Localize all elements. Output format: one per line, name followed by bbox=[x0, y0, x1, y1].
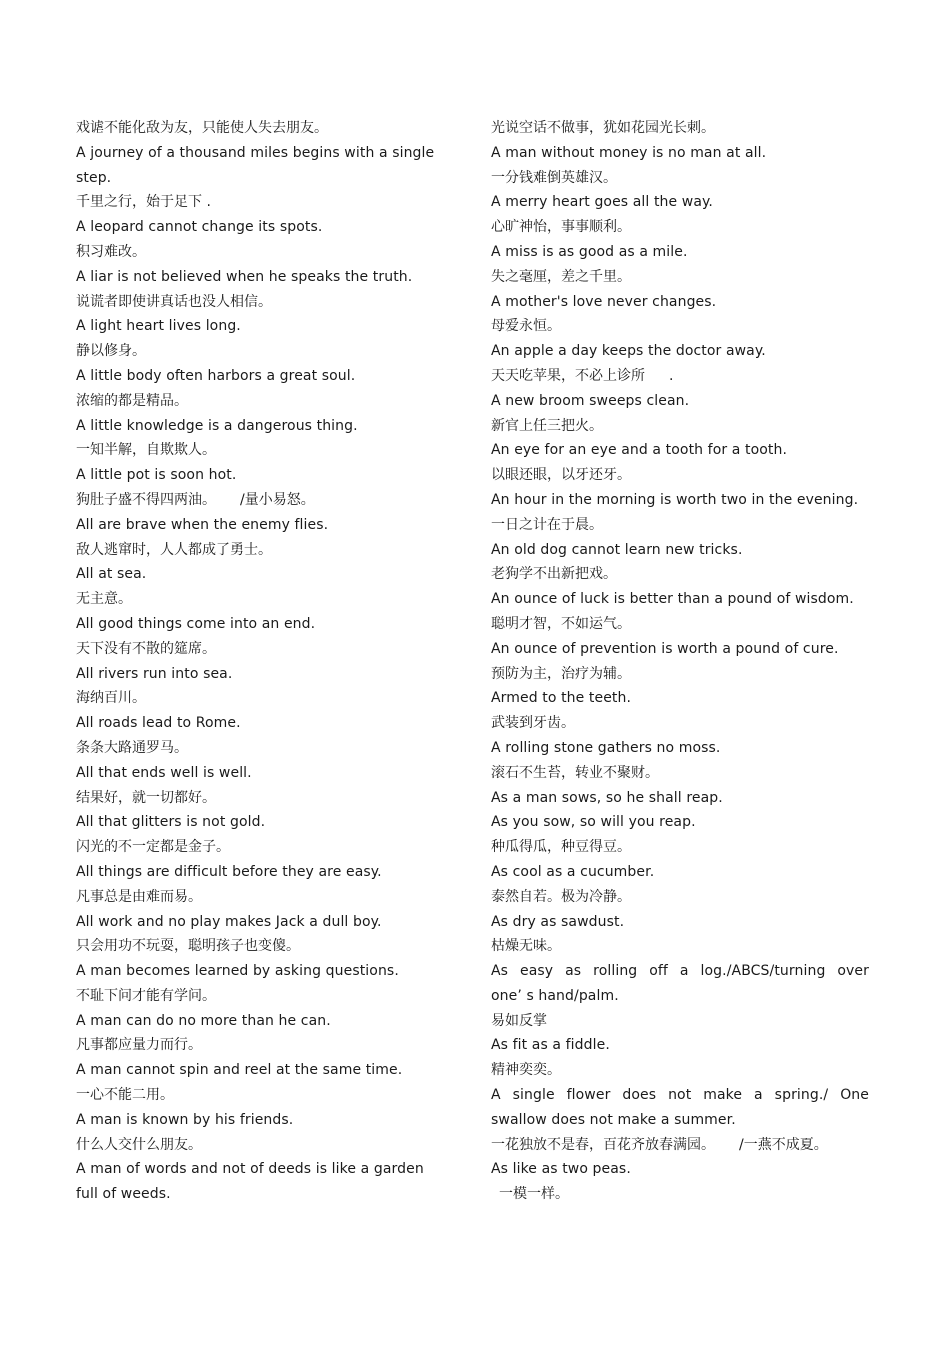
line-text: An hour in the morning is worth two in the evening. bbox=[491, 491, 859, 508]
line-text: 预防为主，治疗为辅。 bbox=[491, 665, 631, 682]
line-text: one’ s hand/palm. bbox=[491, 987, 619, 1004]
proverb-english-line bbox=[76, 1157, 424, 1182]
line-text: 种瓜得瓜，种豆得豆。 bbox=[491, 839, 631, 856]
proverb-english-line bbox=[491, 860, 869, 885]
proverb-english-line bbox=[76, 1009, 421, 1034]
proverb-english-line bbox=[76, 513, 421, 538]
proverb-english-line bbox=[491, 984, 869, 1009]
proverb-chinese-line bbox=[491, 1133, 869, 1158]
proverb-english-line bbox=[76, 562, 421, 587]
line-text: 什么人交什么朋友。 bbox=[76, 1136, 202, 1153]
line-text: 不耻下问才能有学问。 bbox=[76, 987, 216, 1004]
line-text: As cool as a cucumber. bbox=[491, 863, 655, 880]
line-text: 海纳百川。 bbox=[76, 690, 146, 707]
line-text: A light heart lives long. bbox=[76, 318, 241, 335]
line-text: A little knowledge is a dangerous thing. bbox=[76, 417, 358, 434]
line-text: As you sow, so will you reap. bbox=[491, 814, 696, 831]
proverb-english-line bbox=[76, 761, 421, 786]
proverb-chinese-line bbox=[76, 116, 421, 141]
line-text: A man becomes learned by asking questions. bbox=[76, 963, 399, 980]
line-text: All things are difficult before they are easy. bbox=[76, 863, 382, 880]
proverb-chinese-line bbox=[491, 885, 869, 910]
line-text: A man without money is no man at all. bbox=[491, 144, 767, 161]
line-text: An apple a day keeps the doctor away. bbox=[491, 343, 766, 360]
line-text: An ounce of prevention is worth a pound of cure. bbox=[491, 640, 839, 657]
proverb-chinese-line bbox=[76, 389, 421, 414]
line-text: 凡事都应量力而行。 bbox=[76, 1037, 202, 1054]
line-text: A new broom sweeps clean. bbox=[491, 392, 690, 409]
line-text: All are brave when the enemy flies. bbox=[76, 516, 329, 533]
proverb-english-line bbox=[76, 166, 421, 191]
proverb-english-line bbox=[76, 810, 421, 835]
proverb-chinese-line bbox=[491, 364, 869, 389]
line-text: 一心不能二用。 bbox=[76, 1087, 174, 1104]
line-text-continuation: /量小易怒。 bbox=[240, 491, 315, 508]
proverb-chinese-line bbox=[491, 761, 869, 786]
proverb-chinese-line bbox=[491, 513, 869, 538]
line-text: 敌人逃窜时，人人都成了勇士。 bbox=[76, 541, 272, 558]
line-text-continuation: . bbox=[669, 367, 674, 384]
line-text: 聪明才智，不如运气。 bbox=[491, 615, 631, 632]
line-text: All rivers run into sea. bbox=[76, 665, 233, 682]
proverb-chinese-line bbox=[491, 116, 869, 141]
line-text: 天天吃苹果，不必上诊所 bbox=[491, 367, 645, 384]
proverb-english-line bbox=[491, 786, 869, 811]
line-text: 一模一样。 bbox=[499, 1186, 569, 1203]
line-text: 狗肚子盛不得四两油。 bbox=[76, 491, 216, 508]
line-text: 积习难改。 bbox=[76, 243, 146, 260]
line-text: A miss is as good as a mile. bbox=[491, 243, 688, 260]
proverb-english-line bbox=[491, 910, 869, 935]
line-text: All work and no play makes Jack a dull boy. bbox=[76, 913, 382, 930]
proverb-chinese-line bbox=[76, 1083, 421, 1108]
proverb-english-line bbox=[491, 1083, 869, 1108]
proverb-english-line bbox=[76, 711, 421, 736]
proverb-english-line bbox=[76, 910, 421, 935]
proverb-english-line bbox=[76, 314, 421, 339]
line-text: An old dog cannot learn new tricks. bbox=[491, 541, 743, 558]
proverb-chinese-line bbox=[76, 587, 421, 612]
line-text: A man is known by his friends. bbox=[76, 1111, 294, 1128]
proverb-chinese-line bbox=[76, 835, 421, 860]
right-column bbox=[491, 116, 869, 1207]
proverb-english-line bbox=[491, 488, 869, 513]
proverb-english-line bbox=[76, 265, 421, 290]
proverb-english-line bbox=[491, 389, 869, 414]
proverb-english-line bbox=[76, 662, 421, 687]
line-text: 一知半解，自欺欺人。 bbox=[76, 442, 216, 459]
proverb-chinese-line bbox=[76, 736, 421, 761]
line-text: All that ends well is well. bbox=[76, 764, 252, 781]
proverb-chinese-line bbox=[76, 1033, 421, 1058]
line-text: 只会用功不玩耍，聪明孩子也变傻。 bbox=[76, 938, 300, 955]
line-text: 枯燥无味。 bbox=[491, 938, 561, 955]
proverb-chinese-line bbox=[76, 438, 421, 463]
line-text: A mother's love never changes. bbox=[491, 293, 717, 310]
line-text: 戏谑不能化敌为友，只能使人失去朋友。 bbox=[76, 120, 328, 136]
proverb-chinese-line bbox=[491, 166, 869, 191]
proverb-english-line bbox=[491, 339, 869, 364]
proverb-english-line bbox=[76, 364, 421, 389]
proverb-english-line bbox=[491, 587, 869, 612]
proverb-chinese-line bbox=[76, 1133, 421, 1158]
line-text: 无主意。 bbox=[76, 591, 132, 608]
line-text: 易如反掌 bbox=[491, 1012, 547, 1029]
line-text: 泰然自若。极为冷静。 bbox=[491, 888, 631, 905]
line-text: Armed to the teeth. bbox=[491, 690, 632, 707]
line-text: 说谎者即使讲真话也没人相信。 bbox=[76, 293, 272, 310]
proverb-chinese-line bbox=[491, 463, 869, 488]
proverb-chinese-line bbox=[76, 290, 421, 315]
line-text-continuation: /一燕不成夏。 bbox=[739, 1136, 828, 1153]
proverb-chinese-line bbox=[76, 538, 421, 563]
proverb-chinese-line bbox=[76, 637, 421, 662]
line-text: A man can do no more than he can. bbox=[76, 1012, 331, 1029]
line-text: 光说空话不做事，犹如花园光长刺。 bbox=[491, 120, 715, 136]
line-text: A little pot is soon hot. bbox=[76, 467, 237, 484]
line-text: step. bbox=[76, 169, 112, 186]
proverb-english-line bbox=[76, 959, 421, 984]
line-text: As easy as rolling off a log./ABCS/turning over bbox=[491, 963, 869, 980]
proverb-english-line bbox=[491, 290, 869, 315]
proverb-chinese-line bbox=[76, 786, 421, 811]
line-text: All that glitters is not gold. bbox=[76, 814, 266, 831]
line-text: 新官上任三把火。 bbox=[491, 417, 603, 434]
proverb-chinese-line bbox=[76, 488, 421, 513]
proverb-english-line bbox=[491, 637, 869, 662]
line-text: 一分钱难倒英雄汉。 bbox=[491, 169, 617, 186]
line-text: 武装到牙齿。 bbox=[491, 715, 575, 732]
line-text: 结果好，就一切都好。 bbox=[76, 789, 216, 806]
proverb-english-line bbox=[491, 686, 869, 711]
proverb-english-line bbox=[76, 1108, 421, 1133]
proverb-english-line bbox=[491, 141, 869, 166]
proverb-english-line bbox=[491, 1108, 869, 1133]
line-text: 一花独放不是春，百花齐放春满园。 bbox=[491, 1136, 715, 1153]
proverb-chinese-line bbox=[491, 662, 869, 687]
line-text: An ounce of luck is better than a pound of wisdom. bbox=[491, 591, 854, 608]
proverb-english-line bbox=[76, 141, 435, 166]
proverb-english-line bbox=[491, 810, 869, 835]
proverb-english-line bbox=[491, 959, 869, 984]
line-text: An eye for an eye and a tooth for a tooth. bbox=[491, 442, 788, 459]
line-text: As a man sows, so he shall reap. bbox=[491, 789, 723, 806]
proverb-chinese-line bbox=[76, 686, 421, 711]
line-text: All roads lead to Rome. bbox=[76, 715, 241, 732]
proverb-english-line bbox=[76, 414, 421, 439]
proverb-chinese-line bbox=[491, 1009, 869, 1034]
line-text: As fit as a fiddle. bbox=[491, 1037, 610, 1054]
proverb-chinese-line bbox=[76, 885, 421, 910]
proverb-chinese-line bbox=[491, 265, 869, 290]
line-text: 心旷神怡，事事顺利。 bbox=[491, 219, 631, 236]
line-text: A merry heart goes all the way. bbox=[491, 194, 713, 211]
proverb-english-line bbox=[76, 463, 421, 488]
proverb-english-line bbox=[491, 736, 869, 761]
proverb-english-line bbox=[491, 538, 869, 563]
proverb-english-line bbox=[76, 860, 421, 885]
line-text: A man of words and not of deeds is like a garden bbox=[76, 1161, 424, 1178]
line-text: A single flower does not make a spring./ One bbox=[491, 1087, 869, 1104]
line-text: 失之毫厘，差之千里。 bbox=[491, 268, 631, 285]
line-text: A journey of a thousand miles begins with a single bbox=[76, 144, 435, 161]
proverb-english-line bbox=[491, 240, 869, 265]
line-text: All at sea. bbox=[76, 566, 147, 583]
proverb-english-line bbox=[76, 612, 421, 637]
line-text: A rolling stone gathers no moss. bbox=[491, 739, 721, 756]
proverb-english-line bbox=[491, 438, 869, 463]
line-text: 条条大路通罗马。 bbox=[76, 739, 188, 756]
proverb-chinese-line bbox=[491, 1182, 869, 1207]
proverb-english-line bbox=[76, 215, 421, 240]
proverb-english-line bbox=[491, 1157, 869, 1182]
line-text: 老狗学不出新把戏。 bbox=[491, 566, 617, 583]
proverb-chinese-line bbox=[491, 612, 869, 637]
line-text: A man cannot spin and reel at the same time. bbox=[76, 1062, 403, 1079]
proverb-english-line bbox=[491, 1033, 869, 1058]
line-text: 千里之行，始于足下 . bbox=[76, 194, 211, 211]
line-text: 一日之计在于晨。 bbox=[491, 516, 603, 533]
line-text: 滚石不生苔，转业不聚财。 bbox=[491, 764, 659, 781]
line-text: As dry as sawdust. bbox=[491, 913, 625, 930]
proverb-chinese-line bbox=[491, 414, 869, 439]
line-text: As like as two peas. bbox=[491, 1161, 631, 1178]
line-text: 静以修身。 bbox=[76, 343, 146, 360]
proverb-chinese-line bbox=[491, 314, 869, 339]
line-text: 精神奕奕。 bbox=[491, 1062, 561, 1079]
proverb-english-line bbox=[76, 1058, 421, 1083]
proverb-chinese-line bbox=[491, 835, 869, 860]
line-text: A little body often harbors a great soul. bbox=[76, 367, 356, 384]
proverb-english-line bbox=[76, 1182, 421, 1207]
proverb-chinese-line bbox=[76, 339, 421, 364]
proverb-chinese-line bbox=[491, 1058, 869, 1083]
line-text: 浓缩的都是精品。 bbox=[76, 392, 188, 409]
line-text: 以眼还眼，以牙还牙。 bbox=[491, 467, 631, 484]
proverb-chinese-line bbox=[491, 934, 869, 959]
proverb-english-line bbox=[491, 190, 869, 215]
line-text: A liar is not believed when he speaks the truth. bbox=[76, 268, 413, 285]
proverb-chinese-line bbox=[76, 934, 421, 959]
line-text: A leopard cannot change its spots. bbox=[76, 219, 323, 236]
line-text: 闪光的不一定都是金子。 bbox=[76, 839, 230, 856]
line-text: full of weeds. bbox=[76, 1186, 171, 1203]
line-text: 母爱永恒。 bbox=[491, 318, 561, 335]
line-text: All good things come into an end. bbox=[76, 615, 316, 632]
proverb-chinese-line bbox=[76, 240, 421, 265]
line-text: 天下没有不散的筵席。 bbox=[76, 640, 216, 657]
line-text: 凡事总是由难而易。 bbox=[76, 888, 202, 905]
proverb-chinese-line bbox=[76, 190, 421, 215]
proverb-chinese-line bbox=[491, 711, 869, 736]
proverb-chinese-line bbox=[491, 562, 869, 587]
left-column bbox=[76, 116, 435, 1207]
proverb-chinese-line bbox=[76, 984, 421, 1009]
proverb-chinese-line bbox=[491, 215, 869, 240]
line-text: swallow does not make a summer. bbox=[491, 1111, 736, 1128]
